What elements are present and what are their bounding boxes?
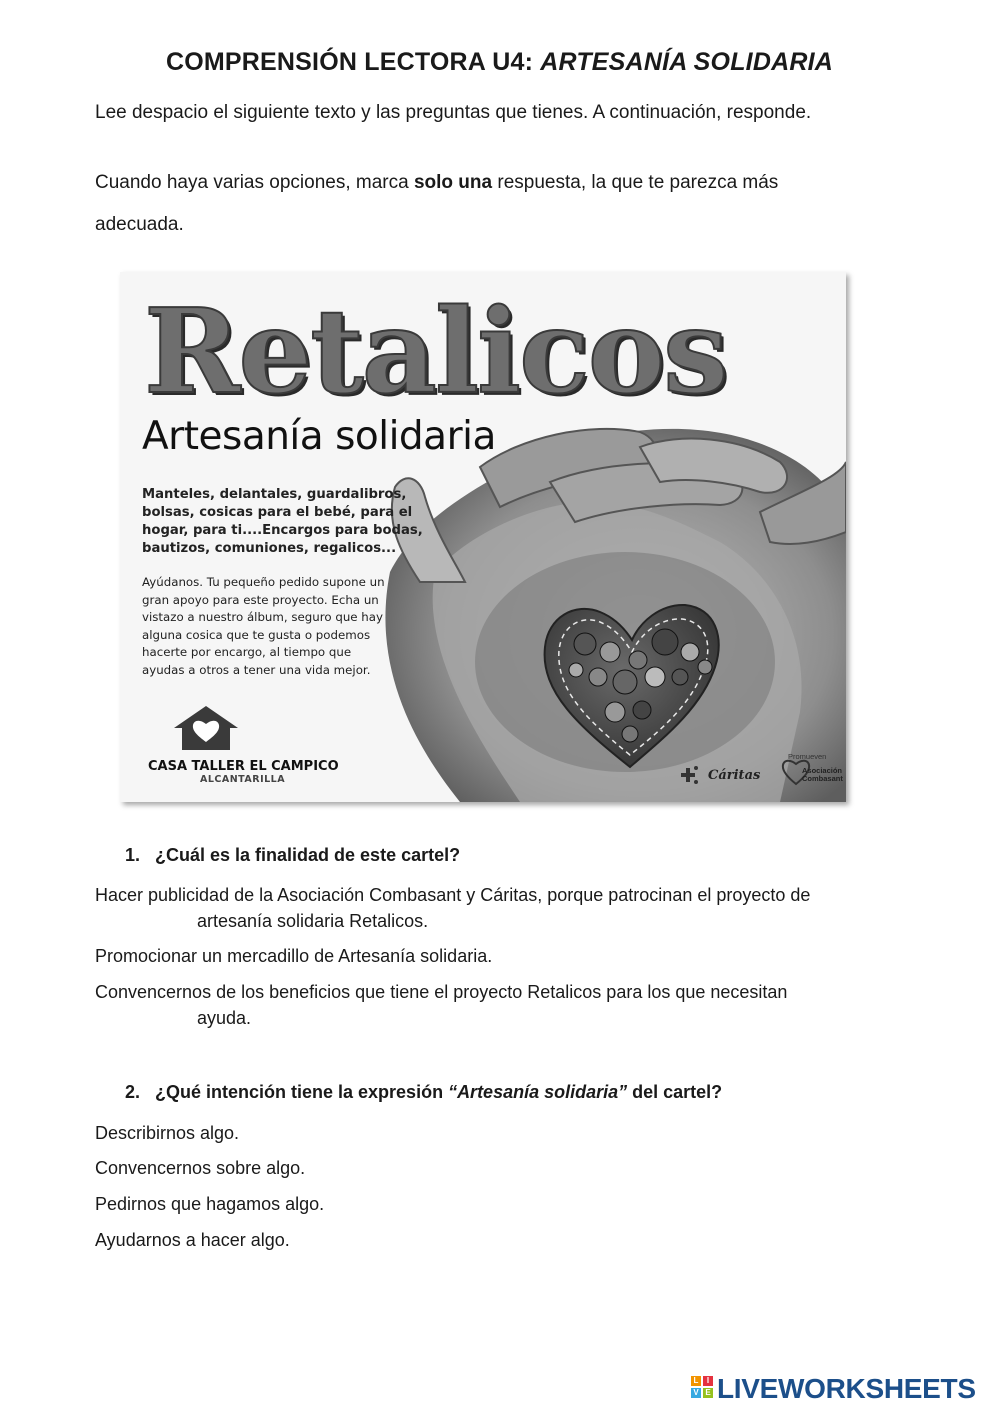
poster-description: Manteles, delantales, guardalibros, bolsas, cosicas para el bebé, para el hogar, para ti....Encargos para bodas, bautizos, comuniones, regalicos... [142, 487, 423, 556]
logo-letter: I [703, 1376, 713, 1386]
logo-letter: L [691, 1376, 701, 1386]
title-italic: ARTESANÍA SOLIDARIA [540, 48, 833, 76]
option-text: Convencernos de los beneficios que tiene el proyecto Retalicos para los que necesitan [95, 982, 788, 1002]
question-number: 2. [125, 1082, 141, 1102]
answer-option[interactable]: Ayudarnos a hacer algo. [95, 1230, 290, 1250]
answer-option[interactable]: Pedirnos que hagamos algo. [95, 1194, 325, 1214]
answer-option[interactable] [95, 979, 928, 1031]
poster-appeal: Ayúdanos. Tu pequeño pedido supone un gran apoyo para este proyecto. Echa un vistazo a nuestro álbum, seguro que hay alguna cosica que te gusta o podemos hacerte por encargo, al tiempo que ayudas a otros a tener una vida mejor. [142, 575, 385, 677]
question-text-end: del cartel? [627, 1082, 723, 1102]
logo-letter: E [703, 1388, 713, 1398]
instruction-paragraph-2 [95, 169, 928, 197]
poster-promoter-caritas: Cáritas [708, 768, 761, 783]
house-logo [174, 706, 238, 750]
instruction-paragraph-3: adecuada. [95, 214, 184, 235]
option-text-continued: artesanía solidaria Retalicos. [197, 911, 429, 931]
instruction-text-end: respuesta, la que te parezca más [492, 172, 779, 193]
option-text: Hacer publicidad de la Asociación Combasant y Cáritas, porque patrocinan el proyecto de [95, 885, 811, 905]
page-title [0, 48, 999, 77]
poster-image [120, 272, 846, 802]
question-number: 1. [125, 845, 141, 865]
question-1 [125, 845, 460, 866]
logo-letter: V [691, 1388, 701, 1398]
question-text: ¿Cuál es la finalidad de este cartel? [155, 845, 461, 865]
answer-option[interactable] [95, 882, 928, 934]
poster-brand: Retalicos [144, 284, 727, 420]
poster-org-name: CASA TALLER EL CAMPICO [148, 759, 339, 774]
answer-option[interactable]: Convencernos sobre algo. [95, 1158, 306, 1178]
instruction-text: Cuando haya varias opciones, marca [95, 172, 414, 193]
poster-promoter-combasant: Asociación Combasant [802, 766, 843, 783]
logo-text: LIVEWORKSHEETS [717, 1373, 976, 1404]
option-text: Promocionar un mercadillo de Artesanía solidaria. [95, 946, 493, 966]
poster-subtitle: Artesanía solidaria [142, 414, 496, 459]
poster-org-place: ALCANTARILLA [200, 774, 286, 785]
answer-option[interactable] [95, 943, 928, 969]
option-text-continued: ayuda. [197, 1008, 252, 1028]
poster-promoter-label: Promueven [788, 752, 827, 761]
question-2 [125, 1082, 722, 1103]
question-text: ¿Qué intención tiene la expresión [155, 1082, 449, 1102]
title-prefix: COMPRENSIÓN LECTORA U4: [166, 48, 541, 76]
instruction-paragraph-1: Lee despacio el siguiente texto y las preguntas que tienes. A continuación, responde. [95, 102, 812, 123]
question-text-italic: “Artesanía solidaria” [448, 1082, 628, 1102]
instruction-bold: solo una [413, 172, 493, 193]
answer-option[interactable]: Describirnos algo. [95, 1123, 240, 1143]
